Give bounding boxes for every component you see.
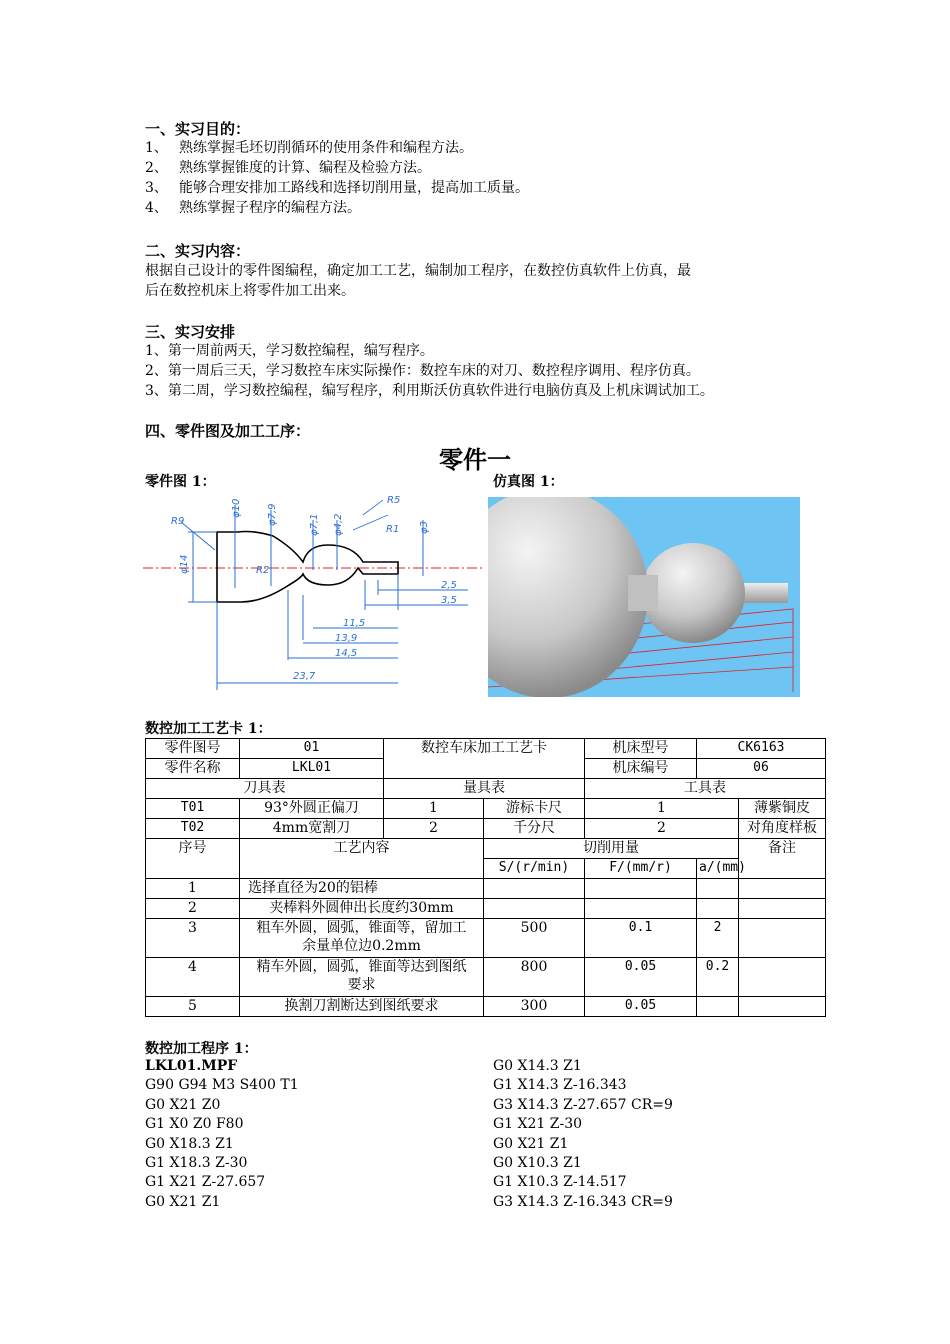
cell [585,899,697,919]
dim-label: R9 [171,516,185,527]
cell: 800 [484,958,585,997]
code-line: G1 X14.3 Z-16.343 [493,1077,627,1094]
code-line: G1 X21 Z-30 [493,1116,583,1133]
dim-label: φ10 [231,498,242,518]
cell: a/(mm) [697,859,739,879]
code-line: G0 X10.3 Z1 [493,1154,582,1171]
code-line: G0 X21 Z1 [493,1135,569,1152]
section-1-title: 一、实习目的： [145,120,251,138]
cell [739,899,826,919]
dim-label: 11,5 [343,618,366,629]
table-row [146,739,826,759]
cell: 刀具表 [146,779,384,799]
code-line: G3 X14.3 Z-16.343 CR=9 [493,1193,673,1210]
code-line: G1 X21 Z-27.657 [145,1174,266,1191]
item-number: 1、 [145,140,168,156]
cell: 4 [146,958,240,997]
cell: 2 [697,919,739,958]
program-name: LKL01.MPF [145,1058,238,1074]
list-item: 1、第一周前两天，学习数控编程，编写程序。 [145,343,434,359]
cell: F/(mm/r) [585,859,697,879]
list-item [145,158,529,178]
cell [739,958,826,997]
cell: 1 [585,799,739,819]
cell: 千分尺 [484,819,585,839]
cell: 选择直径为20的铝棒 [240,879,484,899]
cell: 量具表 [384,779,585,799]
item-text: 能够合理安排加工路线和选择切削用量，提高加工质量。 [179,180,529,196]
list-item [145,198,529,218]
cell: 工具表 [585,779,826,799]
sim-stub [743,583,788,603]
dim-label: φ4,2 [333,513,344,536]
cell: CK6163 [697,739,826,759]
cell: 06 [697,759,826,779]
cell [697,899,739,919]
cell [585,879,697,899]
cell: 1 [146,879,240,899]
cell: 薄紫铜皮 [739,799,826,819]
dim-label: φ7,1 [309,513,320,536]
section-3-title: 三、实习安排 [145,323,236,341]
cell [697,997,739,1017]
table-row [146,779,826,799]
cell: 零件名称 [146,759,240,779]
list-item: 2、第一周后三天，学习数控车床实际操作：数控车床的对刀、数控程序调用、程序仿真。 [145,363,700,379]
table-row [146,879,826,899]
cell: 1 [384,799,484,819]
table-row [146,899,826,919]
cell: 01 [240,739,384,759]
code-line: G90 G94 M3 S400 T1 [145,1077,299,1094]
table-row [146,919,826,958]
part-title: 零件一 [439,446,511,474]
cell [739,879,826,899]
cell: 300 [484,997,585,1017]
cell: 0.05 [585,997,697,1017]
program-label: 数控加工程序 1： [145,1041,258,1057]
item-text: 熟练掌握子程序的编程方法。 [179,200,361,216]
cell: 数控车床加工工艺卡 [384,739,585,779]
dim-label: 13,9 [335,633,358,644]
process-card-table [145,738,826,1017]
item-number: 2、 [145,160,168,176]
dim-label: 2,5 [441,580,457,591]
cell: 2 [585,819,739,839]
code-line: G1 X18.3 Z-30 [145,1154,248,1171]
cell: 93°外圆正偏刀 [240,799,384,819]
table-row [146,997,826,1017]
dim-label: R1 [386,524,400,535]
code-line: G1 X10.3 Z-14.517 [493,1174,627,1191]
dim-label: R2 [256,565,270,576]
dim-label: R5 [387,495,401,506]
cell: 粗车外圆，圆弧，锥面等，留加工余量单位边0.2mm [240,919,484,958]
dim-label: 23,7 [293,671,316,682]
part-drawing [143,490,483,690]
item-number: 4、 [145,200,168,216]
cell: LKL01 [240,759,384,779]
cell [484,879,585,899]
cell: 2 [146,899,240,919]
cell: 500 [484,919,585,958]
item-text: 熟练掌握毛坯切削循环的使用条件和编程方法。 [179,140,473,156]
cell: 0.2 [697,958,739,997]
table-row [146,819,826,839]
cell: 备注 [739,839,826,879]
cell: 0.1 [585,919,697,958]
table-row [146,839,826,859]
table-row [146,958,826,997]
cell: 切削用量 [484,839,739,859]
program-right-column [493,1057,673,1212]
cell: 精车外圆，圆弧，锥面等达到图纸要求 [240,958,484,997]
cell: T01 [146,799,240,819]
program-left-column [145,1057,299,1212]
code-line: G0 X14.3 Z1 [493,1058,582,1074]
drawing-label: 零件图 1： [145,474,216,490]
cell: 工艺内容 [240,839,484,879]
dim-label: 14,5 [335,648,358,659]
list-item: 3、第二周，学习数控编程，编写程序，利用斯沃仿真软件进行电脑仿真及上机床调试加工。 [145,383,714,399]
dim-label: φ7,9 [267,503,278,526]
part-outline [217,532,398,603]
code-line: G0 X18.3 Z1 [145,1135,234,1152]
cell: 对角度样板 [739,819,826,839]
section-1-list [145,138,529,218]
section-3-list [145,341,714,401]
cell: 换割刀割断达到图纸要求 [240,997,484,1017]
cell: 游标卡尺 [484,799,585,819]
cell [484,899,585,919]
cell [739,997,826,1017]
cell: 零件图号 [146,739,240,759]
cell: 0.05 [585,958,697,997]
card-label: 数控加工工艺卡 1： [145,721,272,737]
section-2-text-line-2: 后在数控机床上将零件加工出来。 [145,283,355,299]
cell: S/(r/min) [484,859,585,879]
cell: 3 [146,919,240,958]
cell: T02 [146,819,240,839]
code-line: G3 X14.3 Z-27.657 CR=9 [493,1096,673,1113]
list-item [145,138,529,158]
section-2-text-line-1: 根据自己设计的零件图编程，确定加工工艺，编制加工程序，在数控仿真软件上仿真，最 [145,263,691,279]
cell: 夹棒料外圆伸出长度约30mm [240,899,484,919]
section-4-title: 四、零件图及加工工序： [145,422,311,440]
table-row [146,799,826,819]
simulation-image [488,497,800,697]
cell: 2 [384,819,484,839]
cell [739,919,826,958]
cell: 5 [146,997,240,1017]
item-text: 熟练掌握锥度的计算、编程及检验方法。 [179,160,431,176]
dim-label: φ14 [179,554,190,574]
dim-label: φ3 [419,521,430,534]
cell: 机床编号 [585,759,697,779]
code-line: G1 X0 Z0 F80 [145,1116,244,1133]
cell: 机床型号 [585,739,697,759]
cell: 4mm宽割刀 [240,819,384,839]
cell: 序号 [146,839,240,879]
list-item [145,178,529,198]
section-2-title: 二、实习内容： [145,242,251,260]
code-line: G0 X21 Z1 [145,1193,221,1210]
item-number: 3、 [145,180,168,196]
code-line: G0 X21 Z0 [145,1096,221,1113]
simulation-label: 仿真图 1： [493,474,564,490]
cell [697,879,739,899]
dim-label: 3,5 [441,595,457,606]
